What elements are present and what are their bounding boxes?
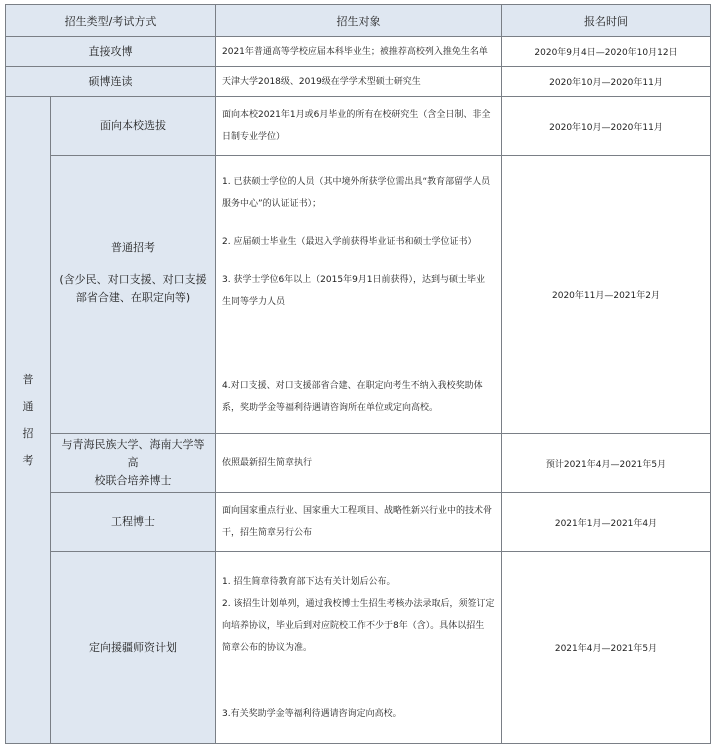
row-time-joint: 预计2021年4月—2021年5月 xyxy=(502,434,711,493)
row-content-engineering: 面向国家重点行业、国家重大工程项目、战略性新兴行业中的技术骨 干，招生简章另行公布 xyxy=(216,493,502,552)
row-time-general: 2020年11月—2021年2月 xyxy=(502,156,711,434)
row-label-internal: 面向本校选拔 xyxy=(51,97,216,156)
group-char: 普 xyxy=(22,373,34,386)
table-row xyxy=(6,493,711,552)
row-label-master-phd: 硕博连读 xyxy=(6,67,216,97)
table-row xyxy=(6,67,711,97)
row-content-general: 1. 已获硕士学位的人员（其中境外所获学位需出具“教育部留学人员 服务中心”的认证证书）； 2. 应届硕士毕业生（最迟入学前获得毕业证书和硕士学位证书） 3. 获学士学位6年以上（2015年9月1日前获得），达到与硕士毕业 生同等学力人员 4.对口支援、对口支援部省合建、在职定向考生不纳入我校奖助体 系，奖助学金等福利待遇请咨询所在单位或定向高校。 xyxy=(216,156,502,434)
header-type: 招生类型/考试方式 xyxy=(6,5,216,37)
row-label-direct: 直接攻博 xyxy=(6,37,216,67)
header-time: 报名时间 xyxy=(502,5,711,37)
header-row xyxy=(6,5,711,37)
row-label-engineering: 工程博士 xyxy=(51,493,216,552)
row-label-joint: 与青海民族大学、海南大学等高 校联合培养博士 xyxy=(51,434,216,493)
row-content-direct: 2021年普通高等学校应届本科毕业生；被推荐高校列入推免生名单 xyxy=(216,37,502,67)
group-label-general xyxy=(6,97,51,744)
table-row xyxy=(6,434,711,493)
row-label-targeted: 定向援疆师资计划 xyxy=(51,552,216,744)
row-time-engineering: 2021年1月—2021年4月 xyxy=(502,493,711,552)
row-content-internal: 面向本校2021年1月或6月毕业的所有在校研究生（含全日制、非全 日制专业学位） xyxy=(216,97,502,156)
row-label-general: 普通招考 (含少民、对口支援、对口支援 部省合建、在职定向等) xyxy=(51,156,216,434)
table-row xyxy=(6,97,711,156)
row-content-targeted: 1. 招生简章待教育部下达有关计划后公布。 2. 该招生计划单列，通过我校博士生招生考核办法录取后，须签订定 向培养协议，毕业后到对应院校工作不少于8年（含）。具体以招生 简章公布的协议为准。 3.有关奖助学金等福利待遇请咨询定向高校。 xyxy=(216,552,502,744)
row-content-joint: 依照最新招生简章执行 xyxy=(216,434,502,493)
admissions-table xyxy=(5,4,711,744)
row-time-targeted: 2021年4月—2021年5月 xyxy=(502,552,711,744)
group-char: 招 xyxy=(22,427,34,440)
group-char: 通 xyxy=(22,400,34,413)
row-time-master-phd: 2020年10月—2020年11月 xyxy=(502,67,711,97)
header-target: 招生对象 xyxy=(216,5,502,37)
table-row xyxy=(6,552,711,744)
row-time-internal: 2020年10月—2020年11月 xyxy=(502,97,711,156)
table-row xyxy=(6,37,711,67)
row-content-master-phd: 天津大学2018级、2019级在学学术型硕士研究生 xyxy=(216,67,502,97)
row-time-direct: 2020年9月4日—2020年10月12日 xyxy=(502,37,711,67)
group-char: 考 xyxy=(22,454,34,467)
table-row xyxy=(6,156,711,434)
